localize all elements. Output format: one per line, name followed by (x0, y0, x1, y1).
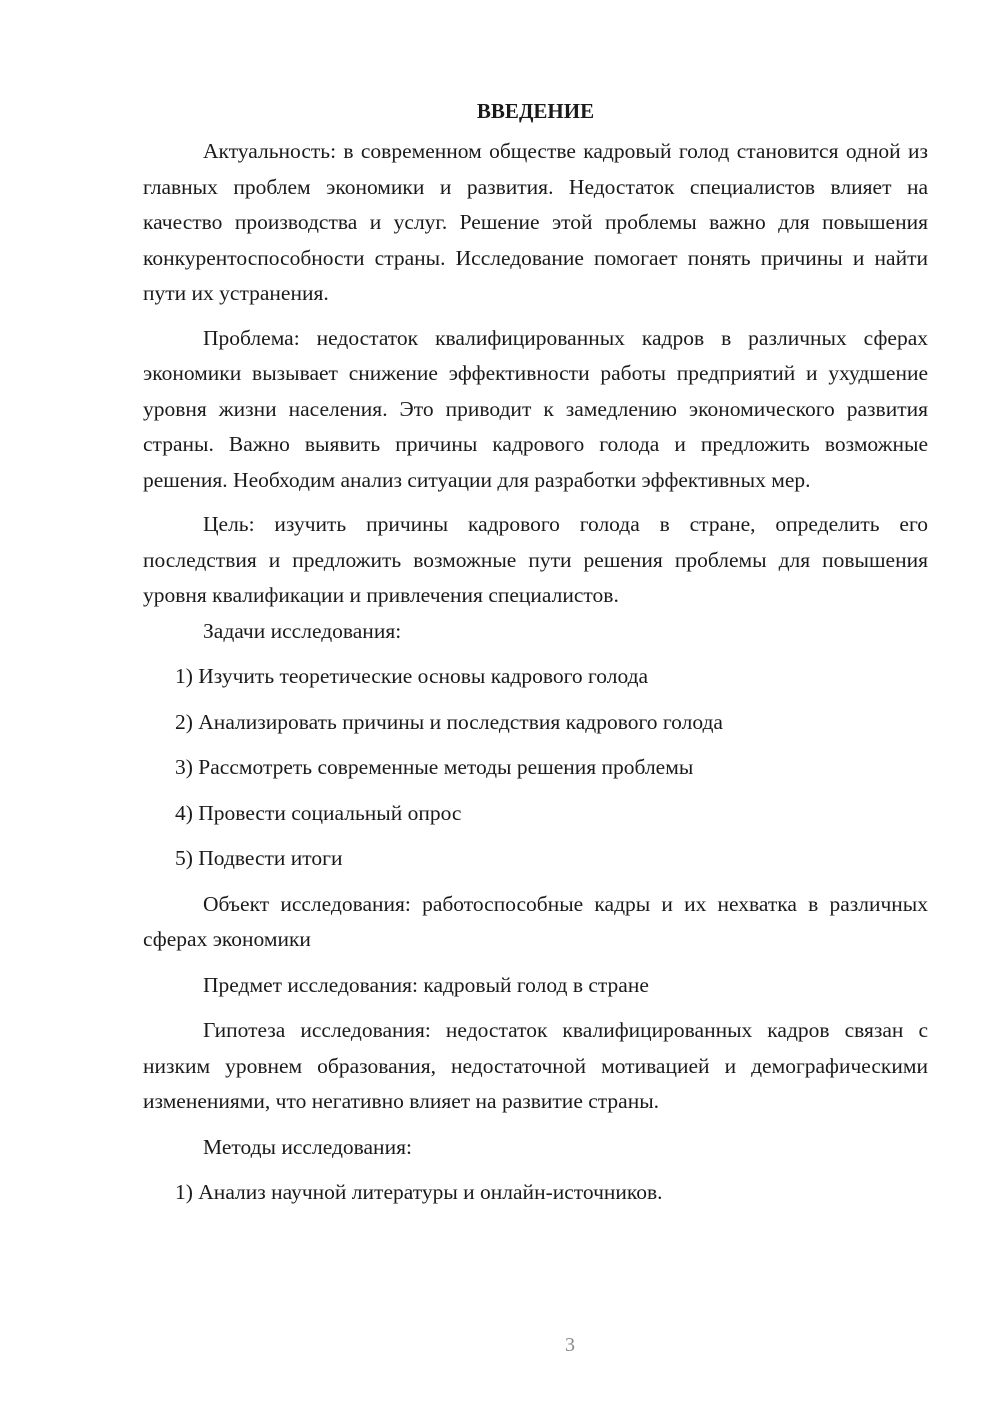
page-number: 3 (565, 1334, 575, 1356)
task-item: 3) Рассмотреть современные методы решения проблемы (175, 755, 694, 779)
problem-paragraph: Проблема: недостаток квалифицированных кадров в различных сферах экономики вызывает снижение эффективности работы предприятий и ухудшение уровня жизни населения. Это приводит к замедлению экономического развития страны. Важно выявить причины кадрового голода и предложить возможные решения. Необходим анализ ситуации для разработки эффективных мер. (143, 325, 928, 492)
methods-heading: Методы исследования: (203, 1134, 412, 1159)
section-title: ВВЕДЕНИЕ (476, 99, 595, 123)
object-paragraph: Объект исследования: работоспособные кадры и их нехватка в различных сферах экономики (143, 891, 928, 951)
task-item: 5) Подвести итоги (175, 846, 343, 870)
hypothesis-paragraph: Гипотеза исследования: недостаток квалифицированных кадров связан с низким уровнем образования, недостаточной мотивацией и демографическими изменениями, что негативно влияет на развитие страны. (143, 1018, 928, 1113)
task-item: 2) Анализировать причины и последствия кадрового голода (175, 709, 723, 734)
task-item: 4) Провести социальный опрос (175, 800, 462, 825)
goal-paragraph: Цель: изучить причины кадрового голода в стране, определить его последствия и предложить возможные пути решения проблемы для повышения уровня квалификации и привлечения специалистов. (143, 512, 928, 607)
task-item: 1) Изучить теоретические основы кадрового голода (175, 664, 649, 688)
subject-paragraph: Предмет исследования: кадровый голод в стране (203, 972, 649, 997)
page-content (143, 96, 928, 1211)
method-item: 1) Анализ научной литературы и онлайн-источников. (175, 1180, 663, 1204)
tasks-heading: Задачи исследования: (203, 618, 402, 643)
relevance-paragraph: Актуальность: в современном обществе кадровый голод становится одной из главных проблем экономики и развития. Недостаток специалистов влияет на качество производства и услуг. Решение этой проблемы важно для повышения конкурентоспособности страны. Исследование помогает понять причины и найти пути их устранения. (143, 139, 928, 305)
